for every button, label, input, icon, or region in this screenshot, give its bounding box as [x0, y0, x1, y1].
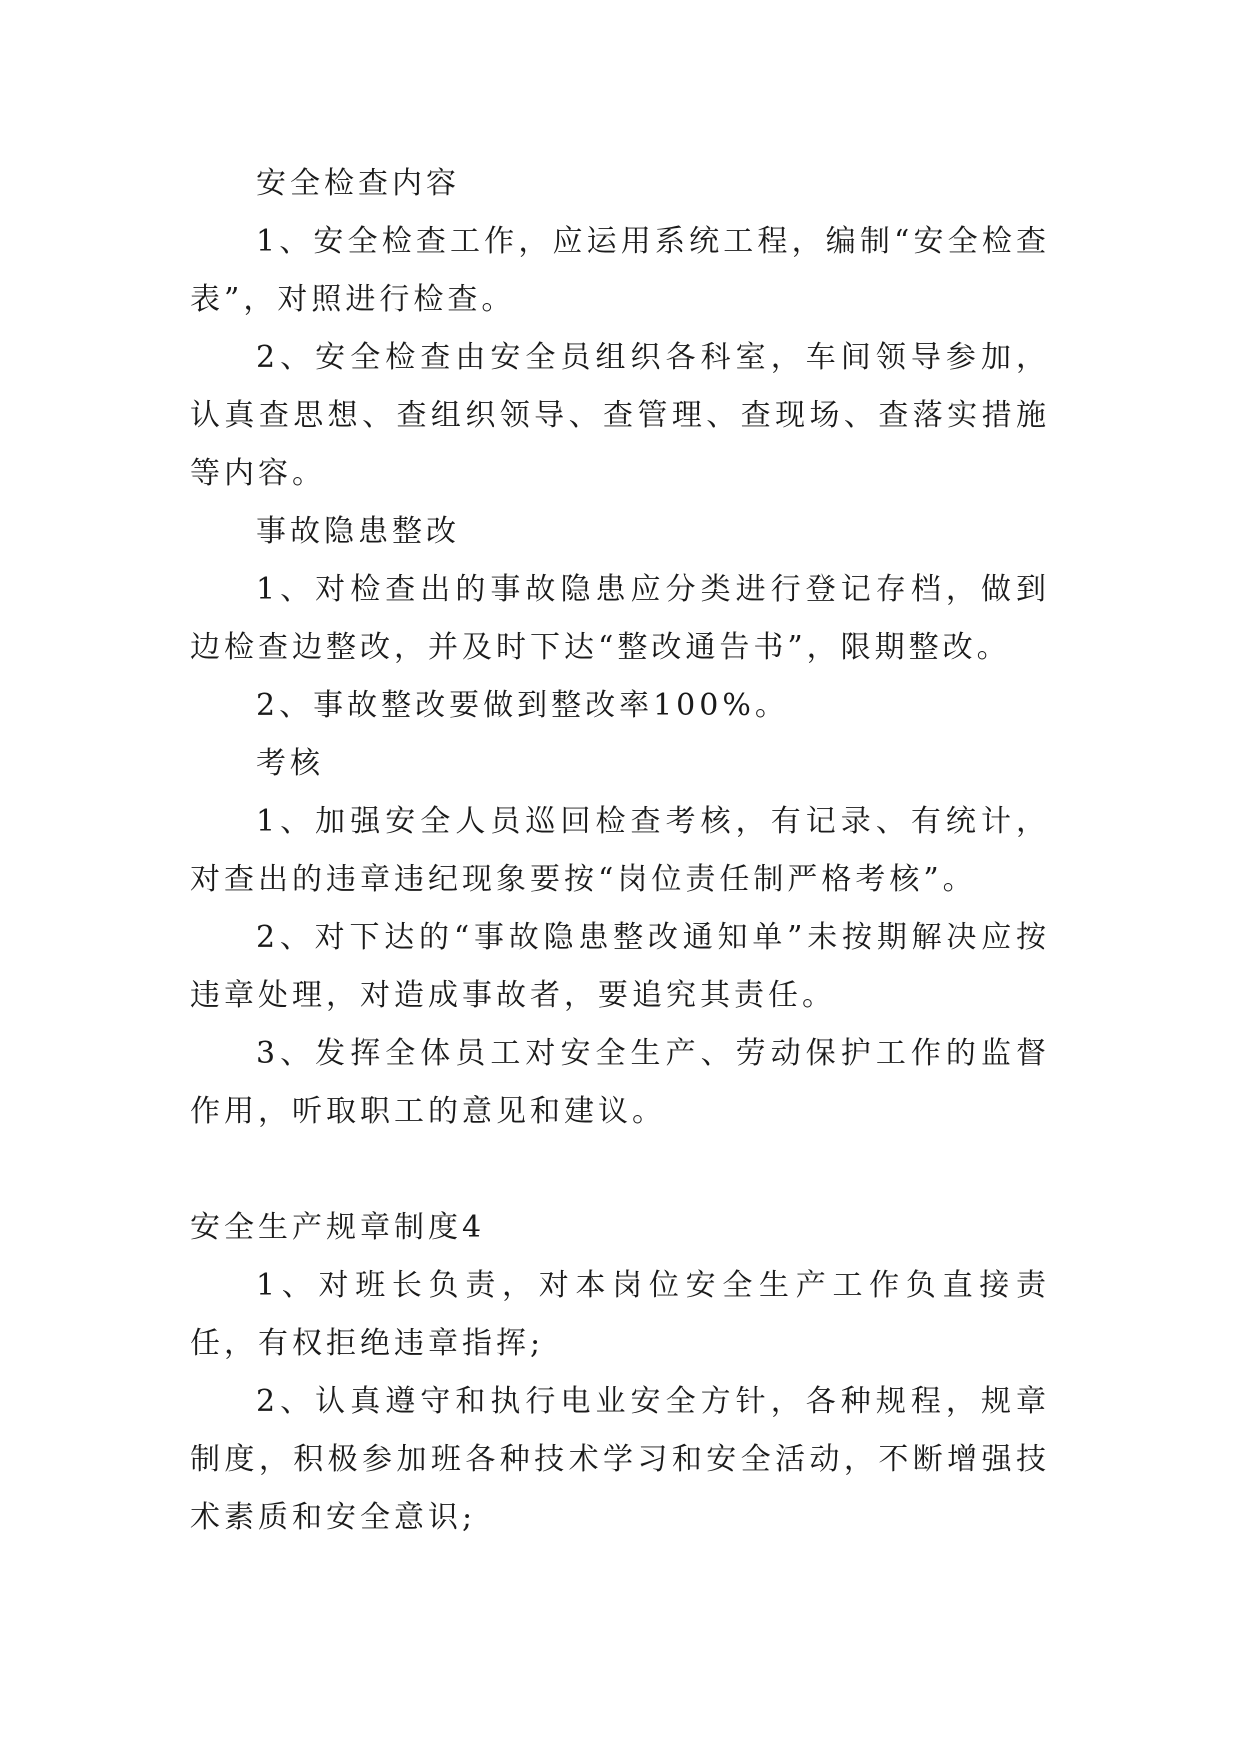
paragraph: 2、事故整改要做到整改率100%。	[256, 688, 789, 723]
paragraph: 1、对班长负责，对本岗位安全生产工作负直接责任，有权拒绝违章指挥;	[190, 1268, 1050, 1361]
paragraph: 2、对下达的“事故隐患整改通知单”未按期解决应按违章处理，对造成事故者，要追究其责任。	[190, 920, 1050, 1013]
paragraph: 1、加强安全人员巡回检查考核，有记录、有统计，对查出的违章违纪现象要按“岗位责任制严格考核”。	[190, 804, 1050, 897]
paragraph: 1、安全检查工作，应运用系统工程，编制“安全检查表”，对照进行检查。	[190, 224, 1050, 317]
paragraph: 2、安全检查由安全员组织各科室，车间领导参加，认真查思想、查组织领导、查管理、查现场、查落实措施等内容。	[190, 340, 1050, 491]
section-heading-safety-inspection: 安全检查内容	[256, 166, 460, 201]
section-heading-assessment: 考核	[256, 746, 324, 781]
paragraph: 3、发挥全体员工对安全生产、劳动保护工作的监督作用，听取职工的意见和建议。	[190, 1036, 1050, 1129]
paragraph: 2、认真遵守和执行电业安全方针，各种规程，规章制度，积极参加班各种技术学习和安全活动，不断增强技术素质和安全意识;	[190, 1384, 1050, 1535]
paragraph: 1、对检查出的事故隐患应分类进行登记存档，做到边检查边整改，并及时下达“整改通告书”，限期整改。	[190, 572, 1050, 665]
section-heading-hazard-rectification: 事故隐患整改	[256, 514, 460, 549]
document-body	[190, 155, 1050, 1547]
document-title: 安全生产规章制度4	[190, 1210, 486, 1245]
